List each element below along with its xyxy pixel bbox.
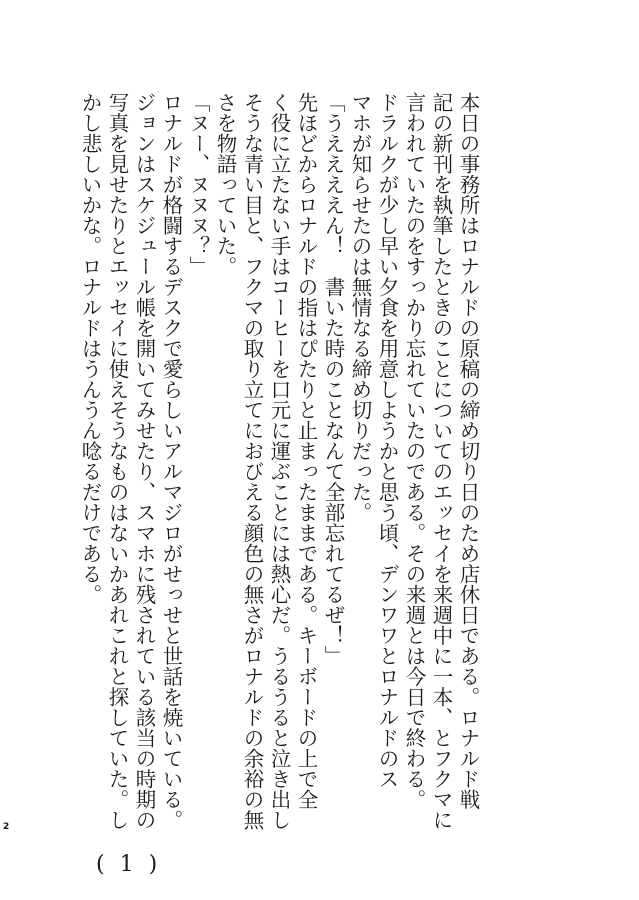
page-mark: 2 [3, 822, 10, 832]
text-line: ロナルドが格闘するデスクで愛らしいアルマジロがせっせと世話を焼いている。 [159, 92, 183, 830]
text-line: マホが知らせたのは無情なる締め切りだった。 [348, 92, 372, 523]
text-line: 「うええええん！ 書いた時のことなんて全部忘れてるぜ！」 [321, 92, 345, 666]
text-line: く役に立たない手はコーヒーを口元に運ぶことには熱心だ。うるうると泣き出し [267, 92, 291, 830]
text-line: ジョンはスケジュール帳を開いてみせたり、スマホに残されている該当の時期の [132, 92, 156, 830]
text-line: 「ヌー、ヌヌヌ？」 [186, 92, 210, 277]
text-line: そうな青い目と、フクマの取り立てにおびえる顔色の無さがロナルドの余裕の無 [240, 92, 264, 830]
text-line: 先ほどからロナルドの指はぴたりと止まったままである。キーボードの上で全 [294, 92, 318, 810]
text-line: かし悲しいかな。ロナルドはうんうん唸るだけである。 [78, 92, 102, 605]
text-line: 本日の事務所はロナルドの原稿の締め切り日のため店休日である。ロナルド戦 [456, 92, 480, 810]
text-line: 記の新刊を執筆したときのことについてのエッセイを来週中に一本、とフクマに [429, 92, 453, 830]
text-line: さを物語っていた。 [213, 92, 237, 277]
vertical-body-text [76, 92, 481, 830]
page-number: ( 1 ) [96, 852, 162, 877]
text-line: 言われていたのをすっかり忘れていたのである。その来週とは今日で終わる。 [402, 92, 426, 810]
text-line: 写真を見せたりとエッセイに使えそうなものはないかあれこれと探していた。し [105, 92, 129, 830]
text-line: ドラルクが少し早い夕食を用意しようかと思う頃、デンワワとロナルドのス [375, 92, 399, 789]
